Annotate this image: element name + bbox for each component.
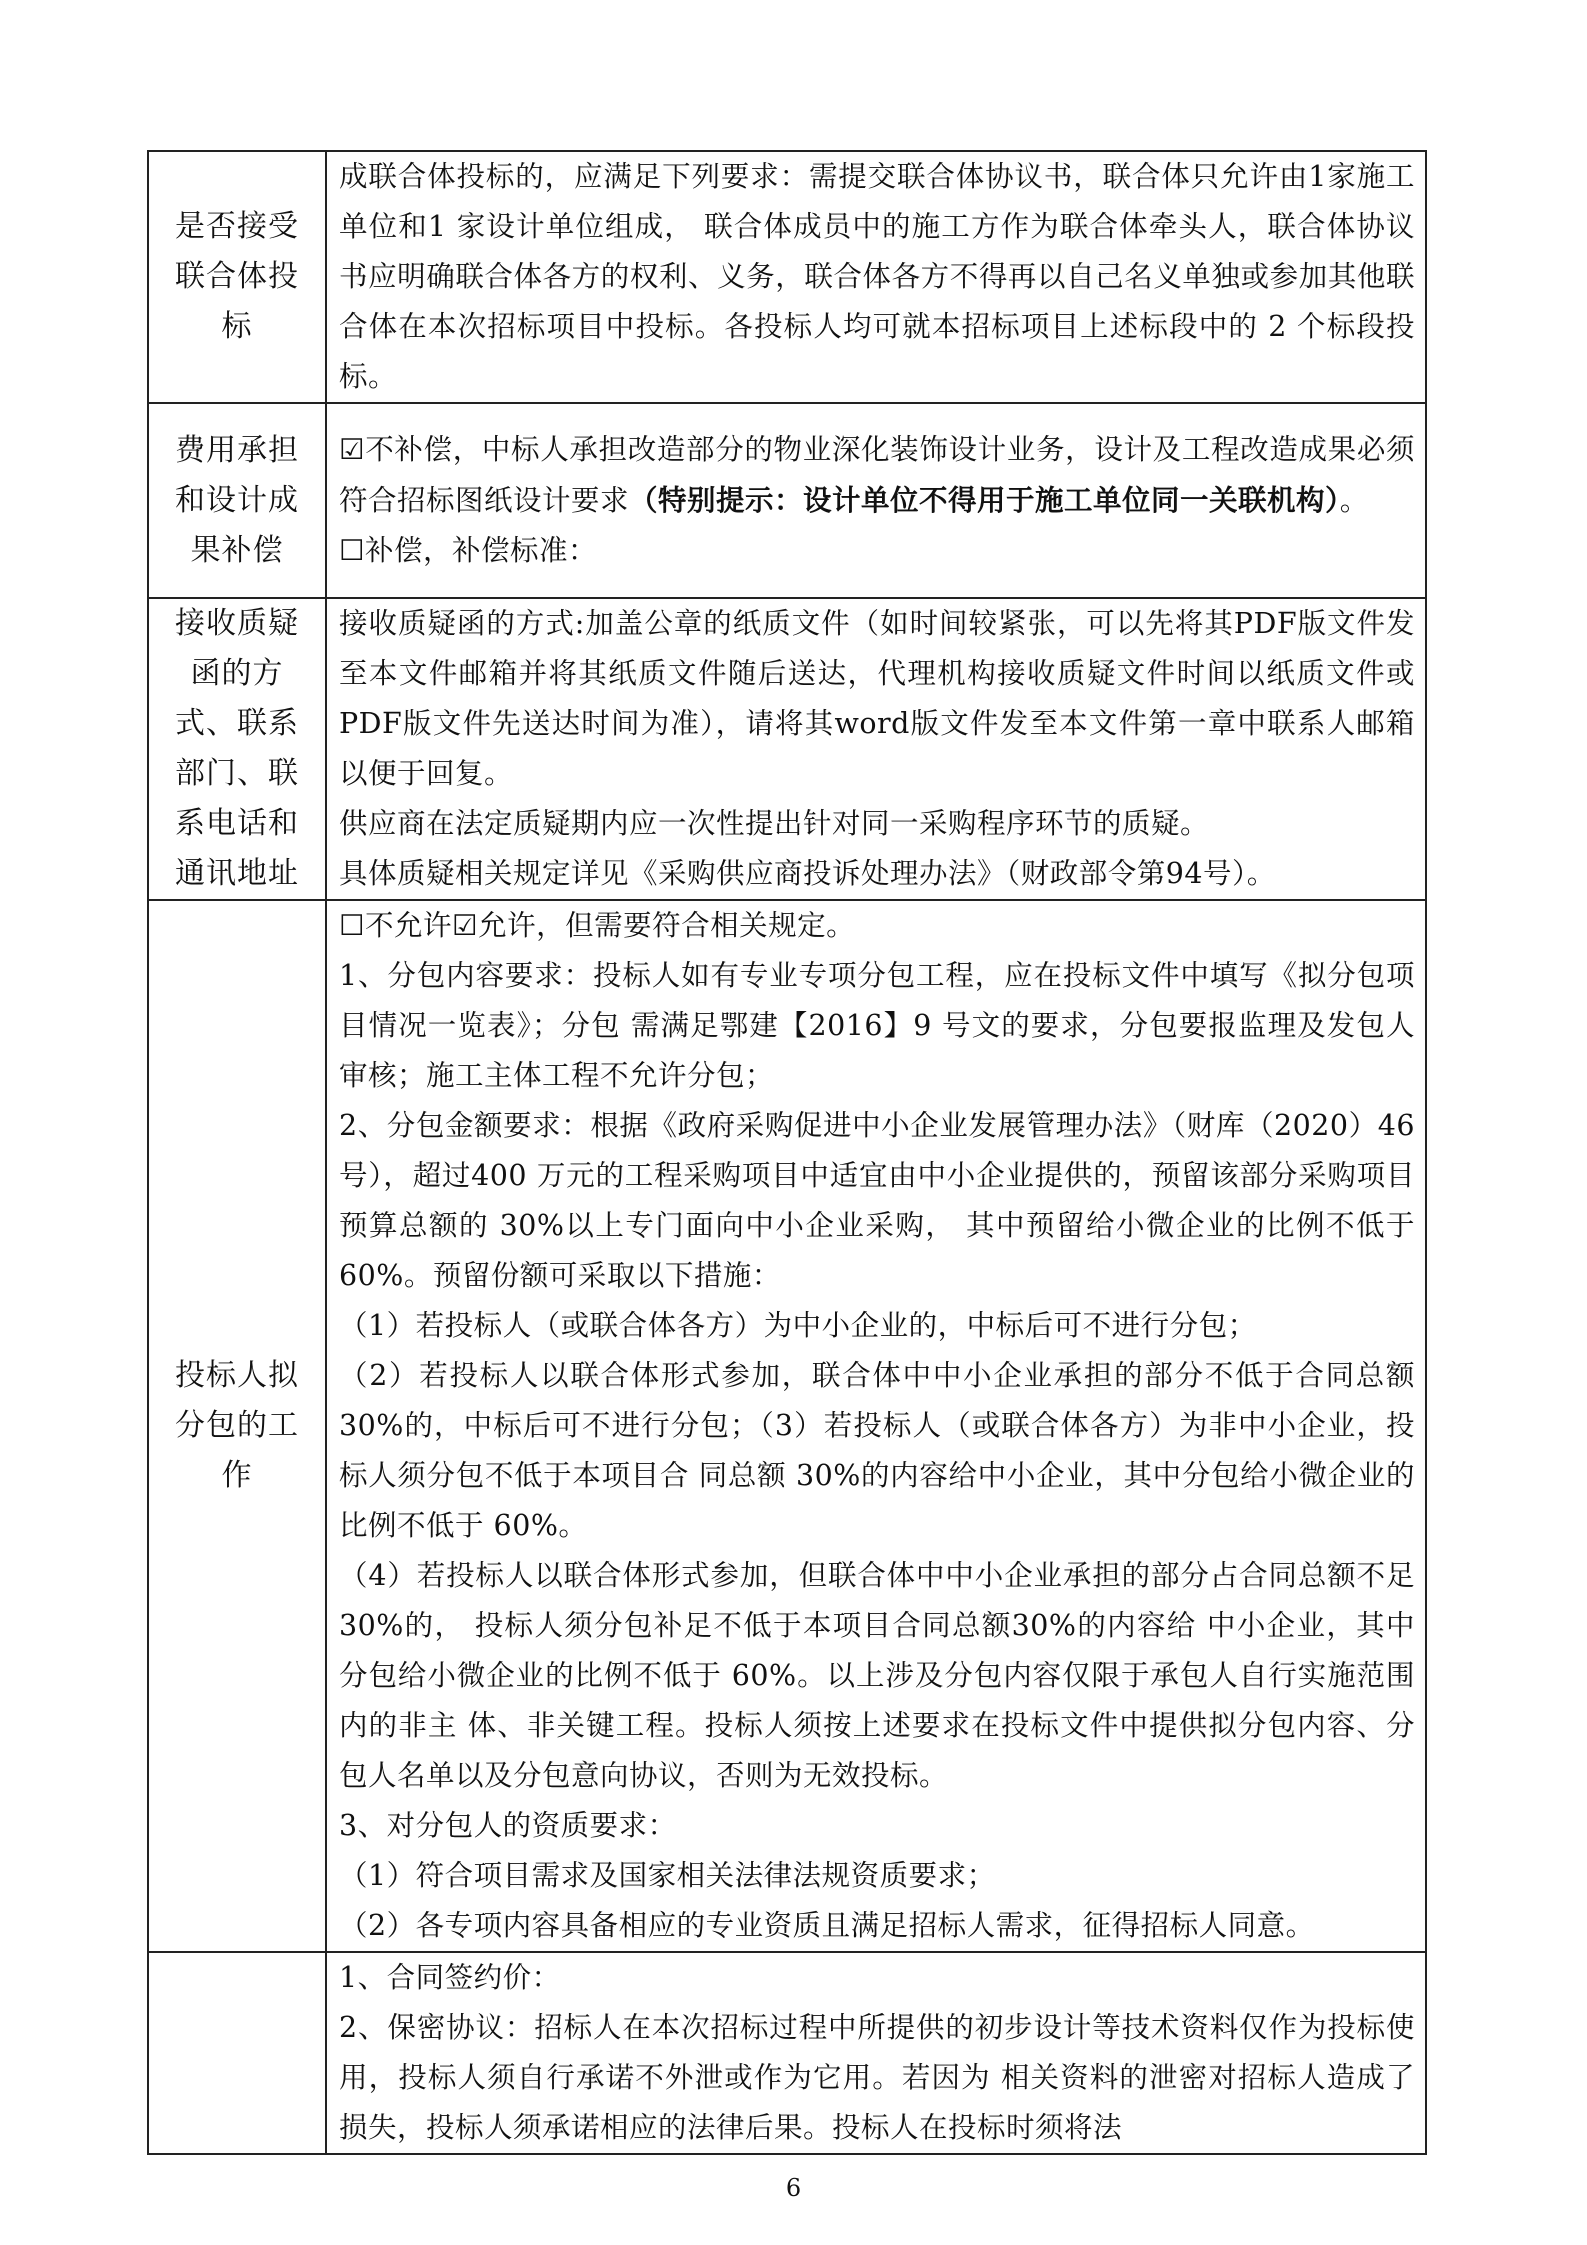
subcontractor-qualification-2: （2）各专项内容具备相应的专业资质且满足招标人需求，征得招标人同意。 [339,1909,1315,1942]
subcontractor-qualification-heading: 3、对分包人的资质要求： [339,1809,677,1842]
subcontract-permission: ☐不允许☑允许，但需要符合相关规定。 [339,909,856,942]
row-content-cell [326,598,1426,900]
table-row-cost-compensation [148,403,1426,598]
row-label-inquiry: 接收质疑函的方式、联系部门、联系电话和通讯地址 [175,606,299,891]
inquiry-method: 接收质疑函的方式:加盖公章的纸质文件（如时间较紧张，可以先将其PDF版文件发至本文件邮箱并将其纸质文件随后送达，代理机构接收质疑文件时间以纸质文件或PDF版文件先送达时间为准），请将其word版文件发至本文件第一章中联系人邮箱以便于回复。 [339,607,1415,790]
row-label-cost-compensation: 费用承担和设计成果补偿 [175,432,299,568]
row-label-cell [148,900,326,1952]
table-row-inquiry [148,598,1426,900]
table-row-contract [148,1952,1426,2154]
inquiry-period: 供应商在法定质疑期内应一次性提出针对同一采购程序环节的质疑。 [339,807,1210,840]
inquiry-regulation: 具体质疑相关规定详见《采购供应商投诉处理办法》（财政部令第94号）。 [339,857,1276,890]
contract-price: 1、合同签约价： [339,1961,561,1994]
confidentiality-agreement: 2、保密协议：招标人在本次招标过程中所提供的初步设计等技术资料仅作为投标使用，投标人须自行承诺不外泄或作为它用。若因为 相关资料的泄密对招标人造成了损失，投标人须承诺相应的法律后果。投标人在投标时须将法 [339,2011,1415,2144]
row-content-cell [326,900,1426,1952]
table-row-subcontract [148,900,1426,1952]
row-content-cell [326,1952,1426,2154]
row-label-subcontract: 投标人拟分包的工作 [175,1358,299,1493]
special-note: （特别提示：设计单位不得用于施工单位同一关联机构） [629,483,1340,517]
row-label-cell [148,403,326,598]
subcontract-measure-4: （4）若投标人以联合体形式参加，但联合体中中小企业承担的部分占合同总额不足 30%的， 投标人须分包补足不低于本项目合同总额30%的内容给 中小企业，其中分包给小微企业的比例不低于 60%。以上涉及分包内容仅限于承包人自行实施范围内的非主 体、非关键工程。投标人须按上述要求在投标文件中提供拟分包内容、分包人名单以及分包意向协议，否则为无效投标。 [339,1559,1415,1792]
row-label-cell [148,598,326,900]
subcontract-content-requirement: 1、分包内容要求：投标人如有专业专项分包工程，应在投标文件中填写《拟分包项目情况一览表》；分包 需满足鄂建【2016】9 号文的要求，分包要报监理及发包人审核；施工主体工程不允许分包； [339,959,1415,1092]
joint-bid-text: 成联合体投标的，应满足下列要求：需提交联合体协议书，联合体只允许由1家施工单位和1 家设计单位组成， 联合体成员中的施工方作为联合体牵头人，联合体协议书应明确联合体各方的权利、义务，联合体各方不得再以自己名义单独或参加其他联合体在本次招标项目中投标。各投标人均可就本招标项目上述标段中的 2 个标段投标。 [339,160,1415,393]
compensation-option: ☐补偿，补偿标准： [339,534,598,567]
subcontract-measure-1: （1）若投标人（或联合体各方）为中小企业的，中标后可不进行分包； [339,1309,1257,1342]
tender-info-table [147,150,1427,2155]
row-label-cell [148,151,326,403]
table-row-joint-bid [148,151,1426,403]
subcontract-amount-requirement: 2、分包金额要求：根据《政府采购促进中小企业发展管理办法》（财库（2020）46号），超过400 万元的工程采购项目中适宜由中小企业提供的，预留该部分采购项目预算总额的 30%以上专门面向中小企业采购， 其中预留给小微企业的比例不低于 60%。预留份额可采取以下措施： [339,1109,1415,1292]
subcontractor-qualification-1: （1）符合项目需求及国家相关法律法规资质要求； [339,1859,996,1892]
row-label-joint-bid: 是否接受联合体投标 [175,209,299,344]
row-label-cell [148,1952,326,2154]
page-number: 6 [785,2174,802,2202]
no-compensation-option [339,425,1415,526]
row-content-cell [326,403,1426,598]
period: 。 [1339,484,1369,517]
subcontract-measure-2-3: （2）若投标人以联合体形式参加，联合体中中小企业承担的部分不低于合同总额30%的，中标后可不进行分包；（3）若投标人（或联合体各方）为非中小企业，投标人须分包不低于本项目合 同总额 30%的内容给中小企业，其中分包给小微企业的比例不低于 60%。 [339,1359,1415,1542]
row-content-cell [326,151,1426,403]
no-compensation-text: ☑不补偿，中标人承担改造部分的物业深化装饰设计业务，设计及工程改造成果必须符合招标图纸设计要求 [339,433,1415,517]
